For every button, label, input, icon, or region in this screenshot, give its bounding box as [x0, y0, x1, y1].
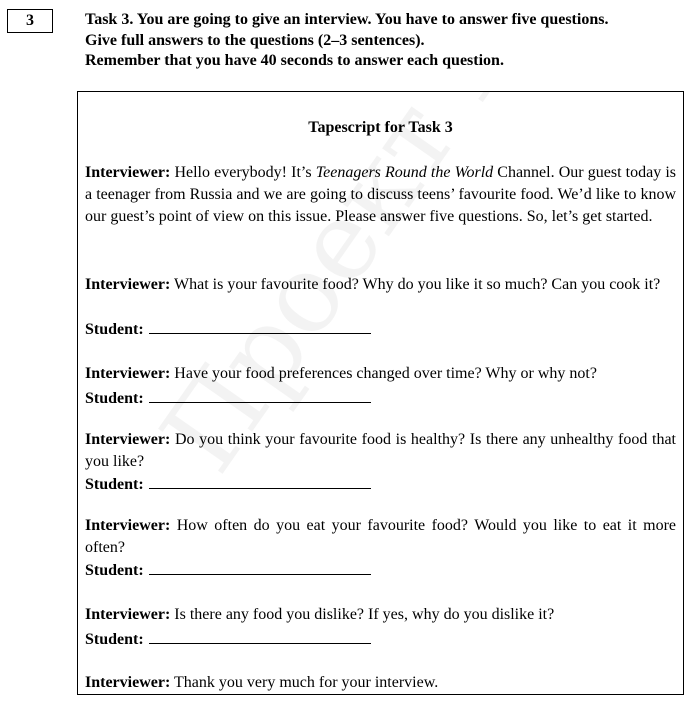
- question-4: [85, 515, 676, 559]
- question-1: [85, 274, 676, 296]
- instruction-line-2: Give full answers to the questions (2–3 sentences).: [85, 31, 425, 49]
- question-text: Is there any food you dislike? If yes, why do you dislike it?: [174, 606, 555, 623]
- speaker-label: Interviewer:: [85, 517, 171, 534]
- student-answer-2: [85, 386, 371, 410]
- closing-line: [85, 672, 676, 694]
- speaker-label: Interviewer:: [85, 606, 171, 623]
- speaker-label: Interviewer:: [85, 431, 171, 448]
- question-text: How often do you eat your favourite food? Would you like to eat it more often?: [85, 517, 677, 556]
- answer-blank: [149, 558, 371, 575]
- student-answer-4: [85, 558, 371, 582]
- speaker-label: Interviewer:: [85, 276, 171, 293]
- speaker-label: Interviewer:: [85, 365, 171, 382]
- intro-text: Hello everybody! It’s: [174, 164, 312, 181]
- question-text: Have your food preferences changed over time? Why or why not?: [174, 365, 597, 382]
- speaker-label: Interviewer:: [85, 164, 171, 181]
- intro-text-continued: Channel. Our guest today is a teenager from Russia and we are going to discuss teens’ favourite food. We’d like to know our guest’s point of view on this issue. Please answer five questions. So, let’s get started.: [85, 164, 677, 225]
- task-instructions: [85, 10, 685, 72]
- student-label: Student:: [85, 476, 144, 493]
- student-label: Student:: [85, 631, 144, 648]
- answer-blank: [149, 317, 371, 334]
- show-name: Teenagers Round the World: [315, 164, 494, 181]
- question-2: [85, 363, 676, 385]
- tapescript-title: Tapescript for Task 3: [308, 119, 453, 136]
- student-label: Student:: [85, 321, 144, 338]
- answer-blank: [149, 472, 371, 489]
- answer-blank: [149, 627, 371, 644]
- student-answer-1: [85, 317, 371, 341]
- question-text: Do you think your favourite food is healthy? Is there any unhealthy food that you like?: [85, 431, 677, 470]
- student-answer-3: [85, 472, 371, 496]
- instruction-line-3: Remember that you have 40 seconds to answer each question.: [85, 52, 504, 69]
- student-answer-5: [85, 627, 371, 651]
- answer-blank: [149, 386, 371, 403]
- question-5: [85, 604, 676, 626]
- student-label: Student:: [85, 390, 144, 407]
- tapescript-box: [77, 91, 684, 695]
- intro-paragraph: [85, 162, 676, 228]
- closing-text: Thank you very much for your interview.: [174, 674, 439, 691]
- speaker-label: Interviewer:: [85, 674, 171, 691]
- task-number-box: 3: [7, 9, 53, 33]
- instruction-line-1: Task 3. You are going to give an interview. You have to answer five questions.: [85, 11, 609, 28]
- question-3: [85, 429, 676, 473]
- question-text: What is your favourite food? Why do you like it so much? Can you cook it?: [174, 276, 661, 293]
- student-label: Student:: [85, 562, 144, 579]
